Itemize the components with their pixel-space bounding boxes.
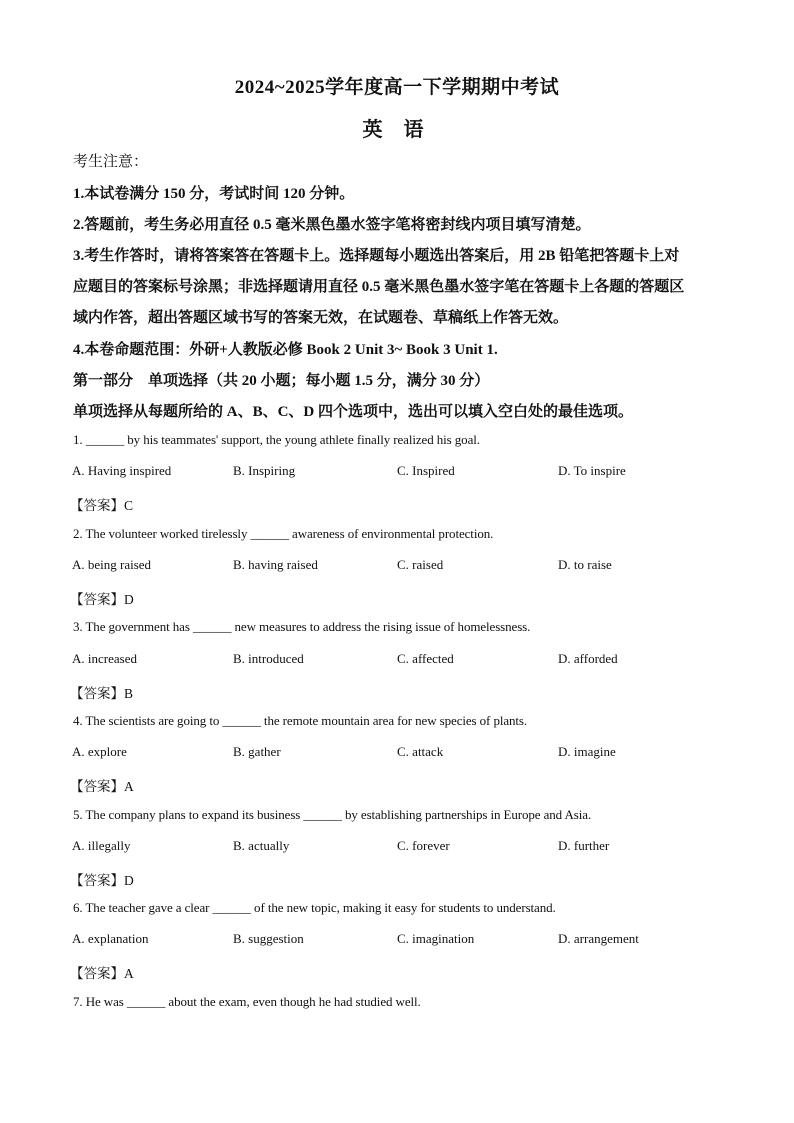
notice-item-3: 3.考生作答时，请将答案答在答题卡上。选择题每小题选出答案后，用 2B 铅笔把答题卡上对: [73, 248, 680, 264]
section-instruction: 单项选择从每题所给的 A、B、C、D 四个选项中，选出可以填入空白处的最佳选项。: [73, 404, 634, 420]
question-6-option-b: B. suggestion: [233, 931, 304, 946]
question-6-option-a: A. explanation: [72, 931, 149, 946]
question-3-option-c: C. affected: [397, 651, 454, 666]
question-stem-4: 4. The scientists are going to ______ the remote mountain area for new species of plants.: [73, 713, 528, 728]
notice-item-1: 1.本试卷满分 150 分，考试时间 120 分钟。: [73, 186, 355, 202]
question-3-option-d: D. afforded: [558, 651, 618, 666]
question-6-option-d: D. arrangement: [558, 931, 639, 946]
notice-item-3-cont: 应题目的答案标号涂黑；非选择题请用直径 0.5 毫米黑色墨水签字笔在答题卡上各题的答题区: [73, 279, 685, 295]
question-1-option-c: C. Inspired: [397, 463, 455, 478]
question-5-option-b: B. actually: [233, 838, 290, 853]
question-stem-5: 5. The company plans to expand its business ______ by establishing partnerships in Europe and Asia.: [73, 807, 592, 822]
notice-item-3-cont2: 域内作答，超出答题区域书写的答案无效，在试题卷、草稿纸上作答无效。: [73, 310, 569, 326]
question-1-option-d: D. To inspire: [558, 463, 626, 478]
question-stem-2: 2. The volunteer worked tirelessly ______ awareness of environmental protection.: [73, 526, 494, 541]
exam-title: 2024~2025学年度高一下学期期中考试: [234, 77, 560, 98]
question-1-option-b: B. Inspiring: [233, 463, 296, 478]
question-6-option-c: C. imagination: [397, 931, 475, 946]
question-1-option-a: A. Having inspired: [72, 463, 172, 478]
question-3-option-a: A. increased: [72, 651, 137, 666]
question-2-option-c: C. raised: [397, 557, 444, 572]
question-3-answer: 【答案】B: [70, 686, 134, 701]
question-5-option-a: A. illegally: [72, 838, 131, 853]
notice-item-4: 4.本卷命题范围：外研+人教版必修 Book 2 Unit 3~ Book 3 Unit 1.: [73, 342, 498, 358]
question-1-answer: 【答案】C: [70, 498, 134, 513]
question-stem-7: 7. He was ______ about the exam, even though he had studied well.: [73, 994, 421, 1009]
question-4-answer: 【答案】A: [70, 779, 134, 794]
question-stem-3: 3. The government has ______ new measures to address the rising issue of homelessness.: [73, 619, 531, 634]
notice-item-2: 2.答题前，考生务必用直径 0.5 毫米黑色墨水签字笔将密封线内项目填写清楚。: [73, 217, 591, 233]
question-5-answer: 【答案】D: [70, 873, 134, 888]
question-4-option-a: A. explore: [72, 744, 127, 759]
question-6-answer: 【答案】A: [70, 966, 134, 981]
section-title: 第一部分 单项选择（共 20 小题；每小题 1.5 分，满分 30 分）: [73, 373, 490, 389]
question-3-option-b: B. introduced: [233, 651, 304, 666]
question-4-option-b: B. gather: [233, 744, 281, 759]
question-4-option-d: D. imagine: [558, 744, 616, 759]
question-5-option-d: D. further: [558, 838, 610, 853]
notice-heading: 考生注意：: [73, 154, 149, 170]
subject-title: 英 语: [362, 119, 432, 141]
question-2-answer: 【答案】D: [70, 592, 134, 607]
question-4-option-c: C. attack: [397, 744, 444, 759]
question-stem-6: 6. The teacher gave a clear ______ of the new topic, making it easy for students to understand.: [73, 900, 556, 915]
question-stem-1: 1. ______ by his teammates' support, the young athlete finally realized his goal.: [73, 432, 480, 447]
question-5-option-c: C. forever: [397, 838, 450, 853]
question-2-option-b: B. having raised: [233, 557, 318, 572]
question-2-option-d: D. to raise: [558, 557, 612, 572]
question-2-option-a: A. being raised: [72, 557, 152, 572]
